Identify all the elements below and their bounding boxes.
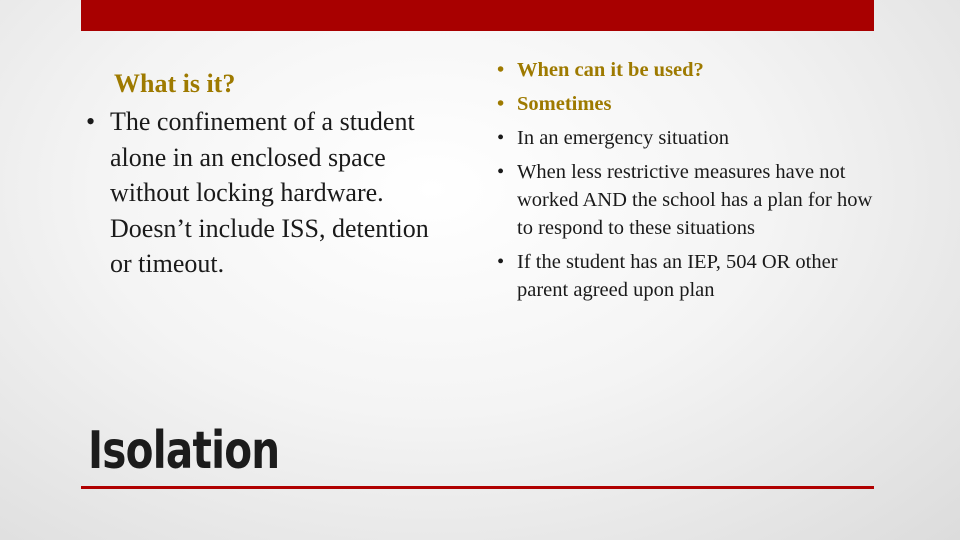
bullet-icon: • [86,107,96,136]
top-accent-bar [81,0,874,31]
bullet-icon: • [497,127,505,149]
list-item-text: Sometimes [517,93,612,115]
right-bullet-list [497,56,877,304]
left-bullet-list [80,104,440,282]
list-item [497,248,877,304]
left-heading: What is it? [114,69,236,98]
list-item [80,104,440,282]
list-item-text: The confinement of a student alone in an enclosed space without locking hardware. Doesn’t include ISS, detention or timeout. [110,107,429,278]
list-item [497,90,877,118]
list-item [497,158,877,242]
list-item [497,56,877,84]
slide-title: Isolation [88,421,280,481]
list-item-text: When can it be used? [517,59,704,81]
bullet-icon: • [497,161,505,183]
list-item-text: In an emergency situation [517,127,729,149]
list-item-text: If the student has an IEP, 504 OR other parent agreed upon plan [517,251,838,301]
left-content-column [80,66,440,282]
bullet-icon: • [497,93,505,115]
list-item [497,124,877,152]
list-item-text: When less restrictive measures have not worked AND the school has a plan for how to respond to these situations [517,161,873,239]
right-content-column [497,56,877,310]
title-underline-rule [81,486,874,489]
bullet-icon: • [497,59,505,81]
bullet-icon: • [497,251,505,273]
